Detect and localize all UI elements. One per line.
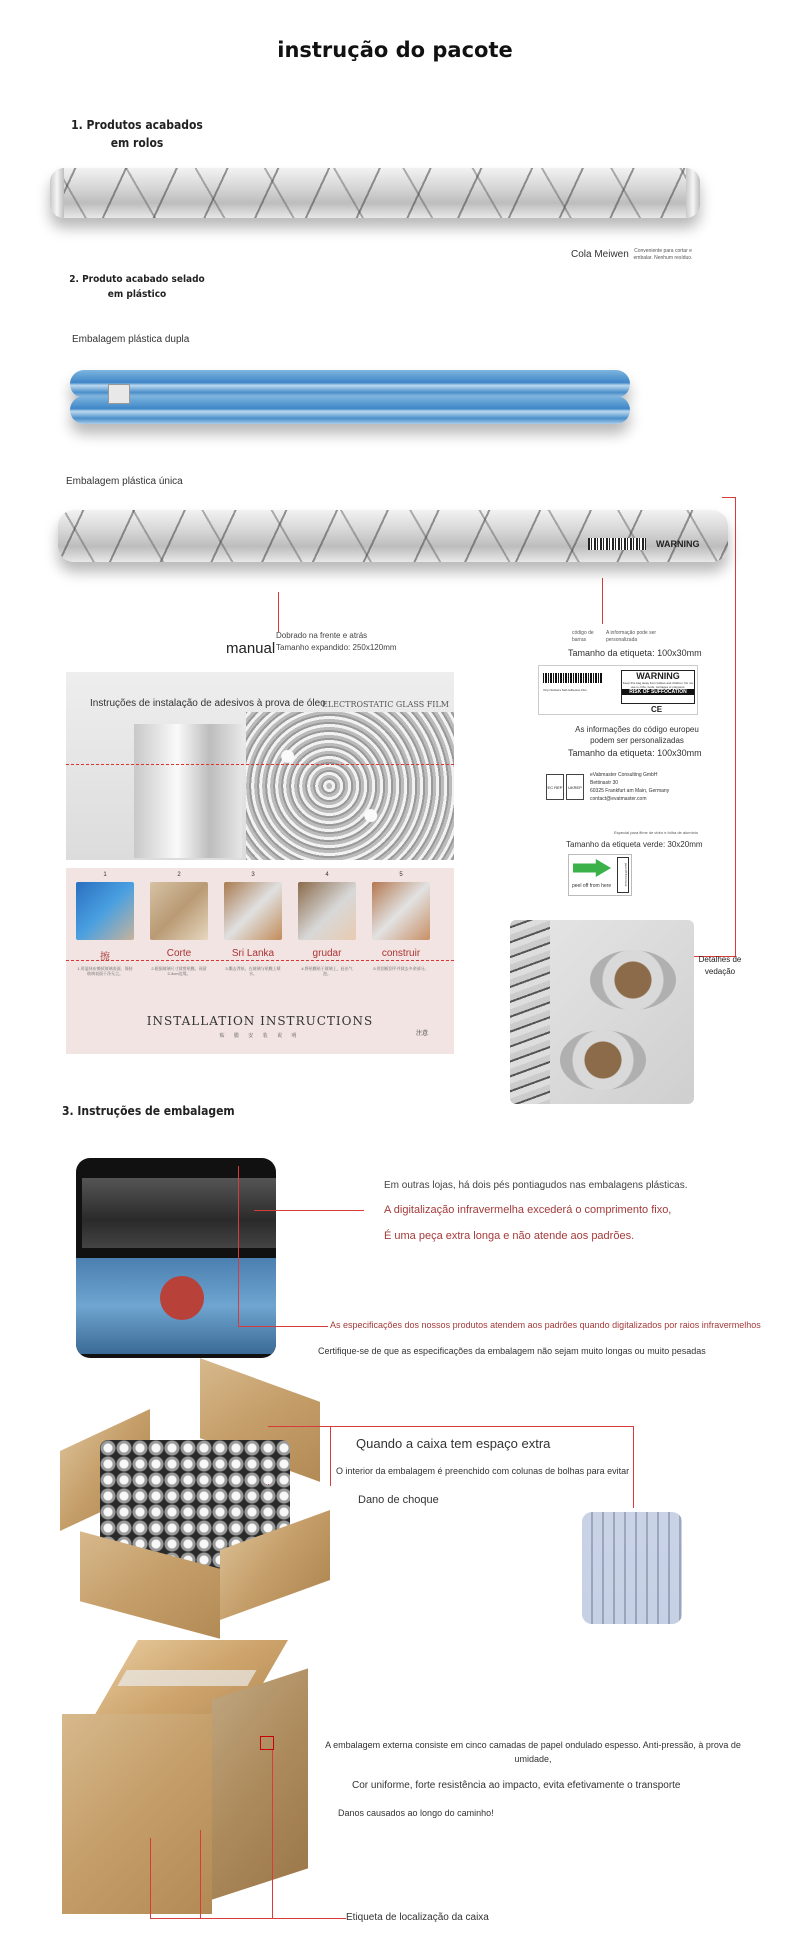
finished-roll-image — [50, 168, 700, 218]
manual-card-steps — [66, 868, 454, 1054]
manual-footer-sub: 贴 膜 安 装 说 明 — [219, 1033, 301, 1039]
page-title: instrução do pacote — [277, 38, 513, 62]
front-back-note: Dobrado na frente e atrás Tamanho expandido: 250x120mm — [276, 631, 397, 652]
peel-side-text: peel off from here — [617, 857, 629, 893]
manual-foil-roll — [134, 724, 242, 858]
box-heading: Quando a caixa tem espaço extra — [356, 1436, 551, 1451]
step-3-label: Sri Lanka — [231, 948, 275, 959]
manual-card-top — [66, 672, 454, 860]
double-pack-label-sticker — [108, 384, 130, 404]
box-line-1: O interior da embalagem é preenchido com colunas de bolhas para evitar — [336, 1466, 630, 1476]
outer-line-2: Cor uniforme, forte resistência ao impacto, evita efetivamente o transporte — [352, 1780, 681, 1791]
step-3-desc: 3.撕去背纸，在玻璃与贴膜上喷水。 — [225, 966, 281, 977]
manual-card-header: Instruções de instalação de adesivos à prova de óleo — [90, 698, 326, 709]
barcode-note-right: A informação pode ser personalizada — [606, 630, 657, 643]
section-2-heading: 2. Produto acabado selado em plástico — [69, 274, 205, 300]
step-4-image — [298, 882, 356, 940]
step-3-number: 3 — [251, 872, 255, 878]
eu-street: Bettinastr 30 — [590, 780, 619, 786]
step-4-number: 4 — [325, 872, 329, 878]
step-1-desc: 1.用湿抹布擦拭玻璃表面，保持玻璃表面干净无尘。 — [77, 966, 133, 977]
label-warning-box — [621, 670, 695, 704]
packaging-line-5: Certifique-se de que as especificações da embalagem não sejam muito longas ou muito pesadas — [318, 1346, 706, 1356]
packaging-line-3: É uma peça extra longa e não atende aos padrões. — [384, 1230, 635, 1242]
step-5-number: 5 — [399, 872, 403, 878]
eu-code-note: As informações do código europeu podem ser personalizadas — [575, 725, 699, 745]
step-2-image — [150, 882, 208, 940]
section-3-heading: 3. Instruções de embalagem — [62, 1104, 235, 1118]
step-5-desc: 5.用刮板刮平并裁去多余部分。 — [373, 966, 429, 971]
label-size-2: Tamanho da etiqueta: 100x30mm — [568, 748, 702, 758]
seal-details-label: Detalhes de vedação — [698, 955, 742, 976]
manual-foil-texture — [246, 712, 454, 860]
step-2-number: 2 — [177, 872, 181, 878]
step-3-image — [224, 882, 282, 940]
seal-detail-image — [510, 920, 694, 1104]
roll-barcode — [588, 538, 646, 550]
packaging-closeup-image — [76, 1158, 276, 1358]
packaging-line-4: As especificações dos nossos produtos atendem aos padrões quando digitalizados por raios infravermelhos — [330, 1320, 761, 1330]
manual-card-subheader: ELECTROSTATIC GLASS FILM — [322, 700, 449, 709]
cola-note: Conveniente para cortar e embalar. Nenhum resíduo. — [633, 248, 693, 261]
section-1-heading: 1. Produtos acabados em rolos — [71, 118, 203, 150]
manual-steps-row — [76, 868, 446, 998]
label-barcode-caption: Vinyl Stickers Self-Adhesive Film — [543, 688, 587, 692]
manual-footer-badge: 注意 — [416, 1031, 429, 1037]
packaging-line-1: Em outras lojas, há dois pés pontiagudos nas embalagens plásticas. — [384, 1180, 688, 1191]
step-1-number: 1 — [103, 872, 107, 878]
eu-rep-label — [544, 770, 694, 808]
label-ce-mark: CE — [651, 705, 663, 714]
step-4-label: grudar — [312, 948, 342, 959]
peel-text: peel off from here — [572, 883, 612, 889]
label-warning-title: WARNING — [636, 671, 680, 681]
bubble-column-image — [582, 1512, 682, 1624]
roll-warning-text: WARNING — [656, 539, 700, 549]
closed-box-image — [62, 1640, 312, 1920]
single-pack-label: Embalagem plástica única — [66, 476, 183, 487]
box-line-2: Dano de choque — [358, 1494, 439, 1506]
double-pack-label: Embalagem plástica dupla — [72, 334, 190, 345]
open-box-image — [60, 1380, 340, 1630]
outer-box-label: Etiqueta de localização da caixa — [346, 1912, 489, 1923]
green-arrow-icon — [573, 859, 611, 877]
label-warning-sub: RISK OF SUFFOCATION — [622, 689, 694, 695]
step-1-label: 擦 — [100, 952, 110, 963]
label-warning-fine: Keep this bag away from babies and children. Do not use in cribs, beds, carriages or playpens. — [622, 681, 694, 689]
eu-badge-ec: EC REP — [546, 774, 564, 800]
cola-label: Cola Meiwen — [571, 249, 629, 260]
step-5-label: construir — [381, 948, 421, 959]
green-peel-label — [568, 854, 632, 896]
eu-badge-uk: UKREP — [566, 774, 584, 800]
eu-city: 60325 Frankfurt am Main, Germany — [590, 788, 670, 794]
single-pack-roll-image — [58, 510, 728, 562]
step-2-desc: 2.根据玻璃尺寸裁剪贴膜，预留2-3cm边缘。 — [151, 966, 207, 977]
double-pack-roll-1 — [70, 370, 630, 398]
step-5-image — [372, 882, 430, 940]
barcode-warning-label — [538, 665, 698, 715]
label-barcode — [543, 673, 603, 683]
double-pack-roll-2 — [70, 396, 630, 424]
barcode-note-left: código de barras — [572, 630, 594, 643]
step-2-label: Corte — [166, 948, 192, 959]
green-label-note: Especial para filme de vidro e folha de alumínio — [613, 830, 699, 835]
step-4-desc: 4.将贴膜贴于玻璃上，赶出气泡。 — [301, 966, 353, 977]
outer-line-3: Danos causados ao longo do caminho! — [338, 1808, 494, 1818]
label-size-3: Tamanho da etiqueta verde: 30x20mm — [566, 840, 703, 849]
manual-label: manual — [226, 640, 276, 657]
eu-email: contact@evatmaster.com — [590, 796, 647, 802]
step-1-image — [76, 882, 134, 940]
eu-company: eVabmaster Consulting GmbH — [590, 772, 658, 778]
packaging-line-2: A digitalização infravermelha excederá o comprimento fixo, — [384, 1204, 672, 1216]
outer-line-1: A embalagem externa consiste em cinco camadas de papel ondulado espesso. Anti-pressão, à prova de umidade, — [325, 1740, 741, 1764]
label-size-1: Tamanho da etiqueta: 100x30mm — [568, 648, 702, 658]
manual-footer: INSTALLATION INSTRUCTIONS — [146, 1014, 374, 1028]
